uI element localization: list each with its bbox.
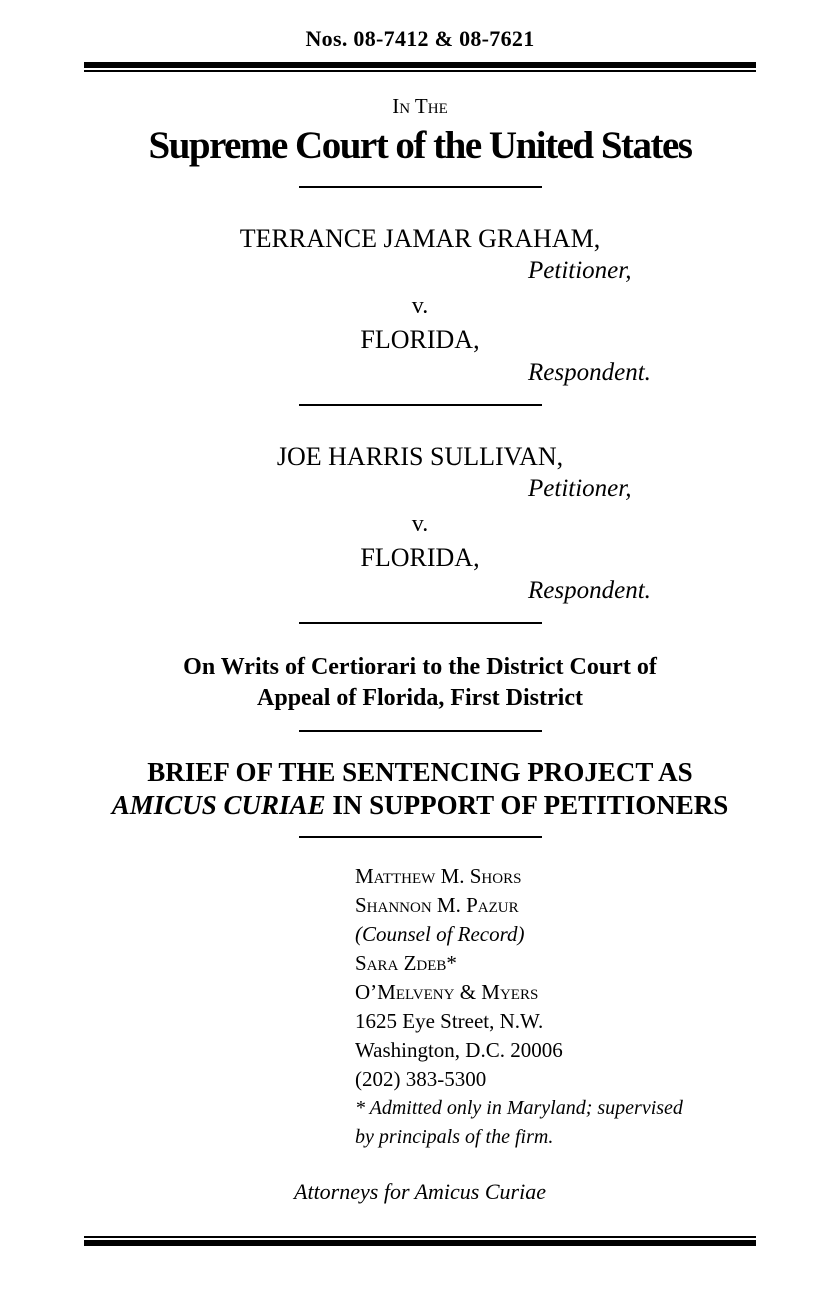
top-rule-thick [84, 62, 756, 68]
section-divider [299, 730, 542, 732]
case-caption-graham [0, 224, 840, 388]
respondent-name: FLORIDA, [360, 543, 480, 572]
writ-line-2: Appeal of Florida, First District [257, 685, 583, 711]
amicus-curiae-italic: AMICUS CURIAE [111, 790, 326, 820]
counsel-address-city: Washington, D.C. 20006 [355, 1038, 563, 1062]
brief-title-line-2 [0, 789, 840, 822]
top-rule-thin [84, 70, 756, 72]
in-the-label: In The [392, 94, 448, 118]
case-caption-sullivan [0, 442, 840, 606]
brief-title-line-2-rest: IN SUPPORT OF PETITIONERS [325, 790, 729, 820]
petitioner-label: Petitioner, [528, 257, 632, 284]
respondent-name: FLORIDA, [360, 325, 480, 354]
respondent-label: Respondent. [528, 359, 651, 386]
counsel-address-street: 1625 Eye Street, N.W. [355, 1009, 544, 1033]
counsel-name-pazur: Shannon M. Pazur [355, 893, 519, 917]
bottom-rule-thin [84, 1236, 756, 1238]
section-divider [299, 186, 542, 188]
petitioner-name: TERRANCE JAMAR GRAHAM, [239, 224, 601, 253]
bottom-double-rule [84, 1236, 756, 1246]
bottom-rule-thick [84, 1240, 756, 1246]
counsel-block [355, 862, 840, 1152]
brief-title-line-1: BRIEF OF THE SENTENCING PROJECT AS [147, 757, 693, 787]
counsel-name-zdeb: Sara Zdeb* [355, 951, 457, 975]
admission-footnote-line-2: by principals of the firm. [355, 1126, 554, 1148]
docket-numbers: Nos. 08-7412 & 08-7621 [305, 26, 535, 51]
writ-line-1: On Writs of Certiorari to the District Court of [183, 654, 657, 680]
top-double-rule [84, 62, 756, 72]
admission-footnote-line-1: * Admitted only in Maryland; supervised [355, 1097, 683, 1119]
brief-title [0, 756, 840, 822]
writ-statement [0, 652, 840, 714]
counsel-name-shors: Matthew M. Shors [355, 864, 522, 888]
counsel-of-record-label: (Counsel of Record) [355, 922, 525, 946]
petitioner-name: JOE HARRIS SULLIVAN, [276, 442, 564, 471]
court-name: Supreme Court of the United States [148, 124, 692, 167]
section-divider [299, 622, 542, 624]
counsel-firm: O’Melveny & Myers [355, 980, 539, 1004]
counsel-phone: (202) 383-5300 [355, 1067, 487, 1091]
versus-label: v. [411, 293, 429, 319]
respondent-label: Respondent. [528, 577, 651, 604]
section-divider [299, 404, 542, 406]
attorneys-for-amicus-line: Attorneys for Amicus Curiae [294, 1179, 546, 1204]
petitioner-label: Petitioner, [528, 475, 632, 502]
versus-label: v. [411, 511, 429, 537]
section-divider [299, 836, 542, 838]
